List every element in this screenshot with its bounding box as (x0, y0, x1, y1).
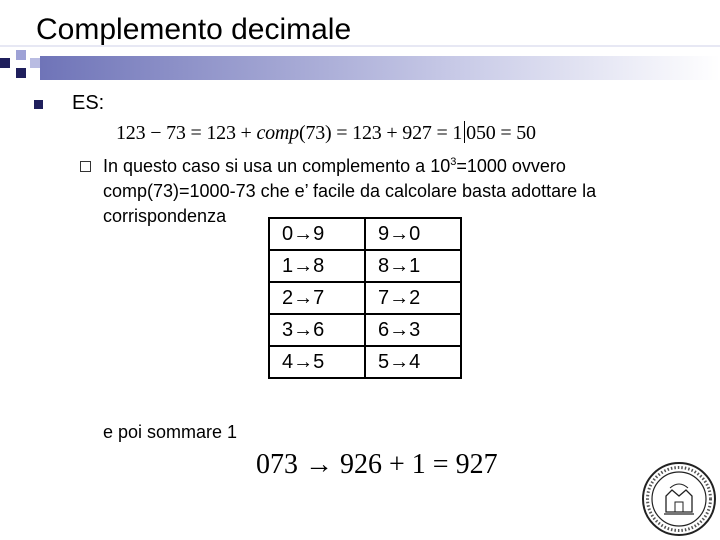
formula-function: comp (256, 122, 299, 144)
table-row (269, 314, 461, 346)
paragraph-end: =1000 ovvero comp(73)=1000-73 che e’ facile da calcolare basta adottare la corrispondenza (103, 156, 597, 226)
table-cell: 9→0 (365, 218, 461, 250)
university-seal-icon (640, 460, 718, 538)
level2-bullet (80, 161, 91, 172)
table-cell: 2→7 (269, 282, 365, 314)
digit-complement-table (268, 217, 462, 379)
table-row (269, 250, 461, 282)
table-row (269, 218, 461, 250)
table-cell: 6→3 (365, 314, 461, 346)
subtraction-formula (116, 121, 536, 145)
slide-title: Complemento decimale (36, 13, 352, 46)
decorative-header-bar (0, 44, 720, 90)
table-cell: 0→9 (269, 218, 365, 250)
table-cell: 7→2 (365, 282, 461, 314)
carry-separator (464, 121, 465, 143)
table-cell: 1→8 (269, 250, 365, 282)
result-formula: 073 → 926 + 1 = 927 (256, 449, 498, 480)
table-row (269, 282, 461, 314)
example-heading: ES: (72, 92, 105, 114)
paragraph-exponent: 3 (450, 156, 457, 168)
table-cell: 8→1 (365, 250, 461, 282)
table-row (269, 346, 461, 378)
table-cell: 4→5 (269, 346, 365, 378)
table-cell: 3→6 (269, 314, 365, 346)
formula-lhs: 123 − 73 = 123 + (116, 122, 257, 144)
level1-bullet (34, 100, 43, 109)
paragraph-start: In questo caso si usa un complemento a 10 (103, 156, 451, 176)
after-table-text: e poi sommare 1 (103, 422, 238, 442)
formula-mid: (73) = 123 + 927 = 1 (298, 122, 463, 144)
formula-tail: 050 = 50 (466, 122, 536, 144)
table-cell: 5→4 (365, 346, 461, 378)
